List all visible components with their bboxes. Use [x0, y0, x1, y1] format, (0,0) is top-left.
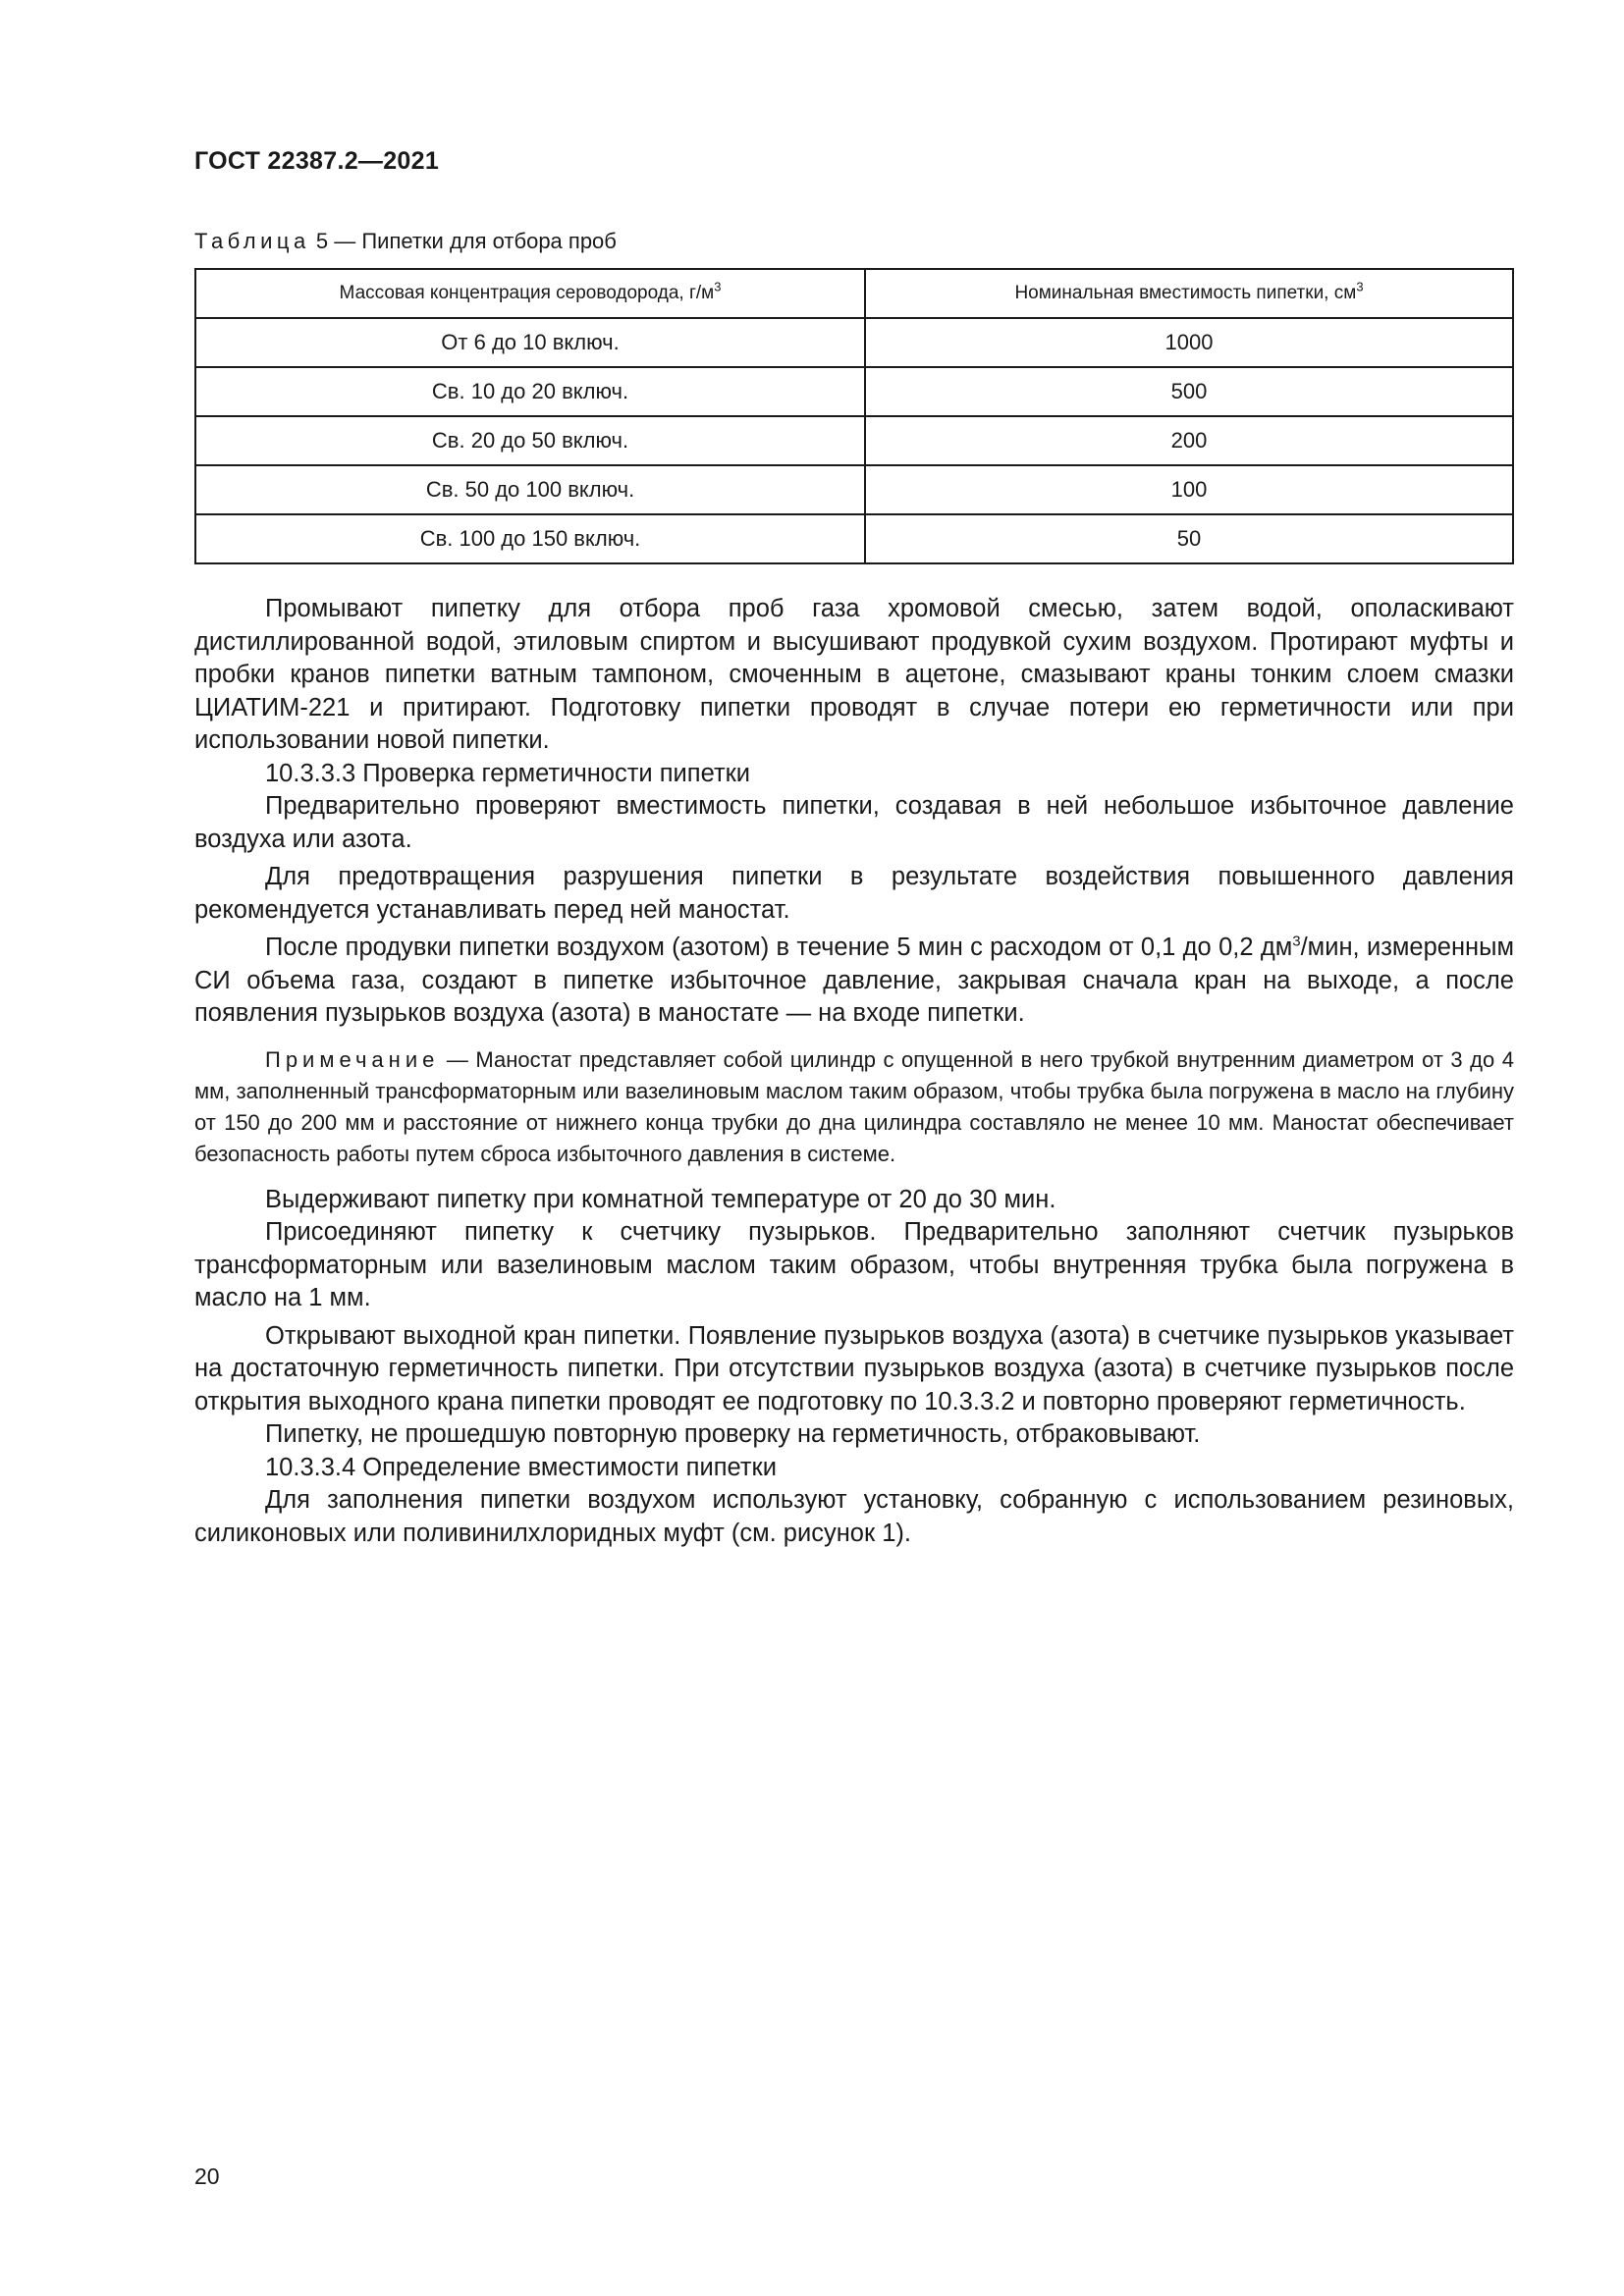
table-row — [195, 367, 1513, 416]
note-text: — Маностат представляет собой цилиндр с опущенной в него трубкой внутренним диаметром от 3 до 4 мм, заполненный трансформаторным или вазелиновым маслом таким образом, чтобы трубка была погружена в масло на глубину от 150 до 200 мм и расстояние от нижнего конца трубки до дна цилиндра составляло не менее 10 мм. Маностат обеспечивает безопасность работы путем сброса избыточного давления в системе. — [194, 1046, 1514, 1166]
body-text — [194, 593, 1514, 1550]
concentration-cell: Св. 10 до 20 включ. — [195, 367, 865, 416]
concentration-cell: Св. 100 до 150 включ. — [195, 514, 865, 563]
page-number: 20 — [194, 2163, 220, 2189]
concentration-cell: Св. 50 до 100 включ. — [195, 465, 865, 514]
table-row — [195, 416, 1513, 465]
table-caption-label: Таблица — [194, 229, 310, 253]
concentration-cell: От 6 до 10 включ. — [195, 318, 865, 367]
capacity-cell: 1000 — [865, 318, 1513, 367]
paragraph-hold-time: Выдерживают пипетку при комнатной температуре от 20 до 30 мин. — [265, 1185, 1056, 1213]
concentration-cell: Св. 20 до 50 включ. — [195, 416, 865, 465]
paragraph-setup-figure-ref: Для заполнения пипетки воздухом используют установку, собранную с использованием резиновых, силиконовых или поливинилхлоридных муфт (см. рисунок 1). — [194, 1486, 1514, 1547]
table-row — [195, 514, 1513, 563]
capacity-cell: 50 — [865, 514, 1513, 563]
table-caption — [194, 229, 617, 254]
section-heading-leak-check: 10.3.3.3 Проверка герметичности пипетки — [265, 759, 751, 787]
column-header-concentration: Массовая концентрация сероводорода, $г/м^3$ — [195, 269, 865, 318]
capacity-cell: 100 — [865, 465, 1513, 514]
paragraph-pipette-cleaning: Промывают пипетку для отбора проб газа хромовой смесью, затем водой, ополаскивают дистиллированной водой, этиловым спиртом и высушивают продувкой сухим воздухом. Протирают муфты и пробки кранов пипетки ватным тампоном, смоченным в ацетоне, смазывают краны тонким слоем смазки ЦИАТИМ-221 и притирают. Подготовку пипетки проводят в случае потери ею герметичности или при использовании новой пипетки. — [194, 595, 1514, 754]
note-manostat — [194, 1044, 1514, 1170]
paragraph-purge-procedure: После продувки пипетки воздухом (азотом) в течение 5 мин с расходом от 0,1 до 0,2 $дм^3$/мин, измеренным СИ объема газа, создают в пипетке избыточное давление, закрывая сначала кран на выходе, а после появления пузырьков воздуха (азота) в маностате — на входе пипетки. — [194, 933, 1514, 1027]
document-code-header: ГОСТ 22387.2—2021 — [194, 147, 440, 175]
capacity-cell: 200 — [865, 416, 1513, 465]
table-header-row — [195, 269, 1513, 318]
column-header-capacity: Номинальная вместимость пипетки, $см^3$ — [865, 269, 1513, 318]
paragraph-bubble-counter: Присоединяют пипетку к счетчику пузырьков. Предварительно заполняют счетчик пузырьков трансформаторным или вазелиновым маслом таким образом, чтобы внутренняя трубка была погружена в масло на 1 мм. — [194, 1218, 1514, 1311]
paragraph-manostat-recommendation: Для предотвращения разрушения пипетки в результате воздействия повышенного давления рекомендуется устанавливать перед ней маностат. — [194, 863, 1514, 924]
table-row — [195, 318, 1513, 367]
paragraph-rejection: Пипетку, не прошедшую повторную проверку на герметичность, отбраковывают. — [265, 1420, 1201, 1448]
note-label: Примечание — [265, 1046, 440, 1072]
paragraph-outlet-valve: Открывают выходной кран пипетки. Появление пузырьков воздуха (азота) в счетчике пузырьков указывает на достаточную герметичность пипетки. При отсутствии пузырьков воздуха (азота) в счетчике пузырьков после открытия выходного крана пипетки проводят ее подготовку по 10.3.3.2 и повторно проверяют герметичность. — [194, 1321, 1514, 1415]
capacity-cell: 500 — [865, 367, 1513, 416]
table-caption-title: 5 — Пипетки для отбора проб — [309, 229, 617, 253]
paragraph-preliminary-check: Предварительно проверяют вместимость пипетки, создавая в ней небольшое избыточное давление воздуха или азота. — [194, 792, 1514, 853]
section-heading-capacity: 10.3.3.4 Определение вместимости пипетки — [265, 1453, 777, 1481]
pipettes-table — [194, 268, 1514, 564]
table-row — [195, 465, 1513, 514]
